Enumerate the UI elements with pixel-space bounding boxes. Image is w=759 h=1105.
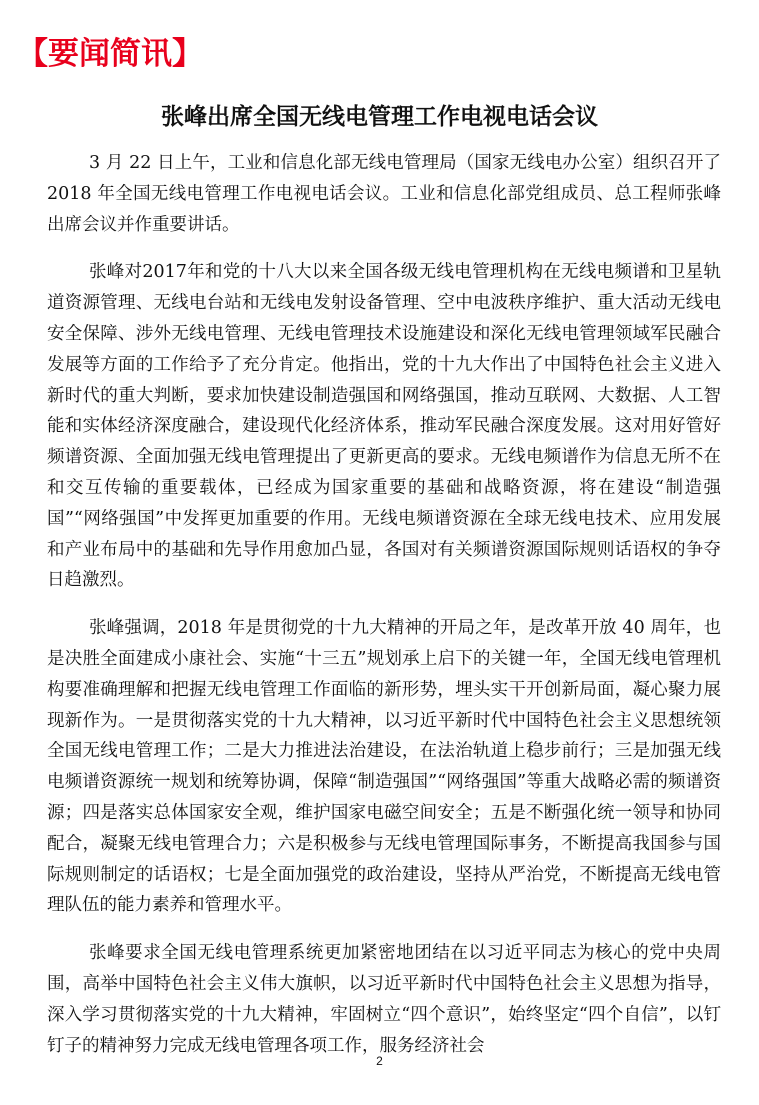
paragraph-1: 3 月 22 日上午，工业和信息化部无线电管理局（国家无线电办公室）组织召开了 2018 年全国无线电管理工作电视电话会议。工业和信息化部党组成员、总工程师张峰出席会议并作重要讲话。 [47, 153, 721, 235]
paragraph-3: 张峰强调，2018 年是贯彻党的十九大精神的开局之年，是改革开放 40 周年，也是决胜全面建成小康社会、实施“十三五”规划承上启下的关键一年，全国无线电管理机构要准确理解和把握无线电管理工作面临的新形势，埋头实干开创新局面，凝心聚力展现新作为。一是贯彻落实党的十九大精神，以习近平新时代中国特色社会主义思想统领全国无线电管理工作；二是大力推进法治建设，在法治轨道上稳步前行；三是加强无线电频谱资源统一规划和统筹协调，保障“制造强国”“网络强国”等重大战略必需的频谱资源；四是落实总体国家安全观，维护国家电磁空间安全；五是不断强化统一领导和协同配合，凝聚无线电管理合力；六是积极参与无线电管理国际事务，不断提高我国参与国际规则制定的话语权；七是全面加强党的政治建设，坚持从严治党，不断提高无线电管理队伍的能力素养和管理水平。 [47, 618, 721, 916]
paragraph-4: 张峰要求全国无线电管理系统更加紧密地团结在以习近平同志为核心的党中央周围，高举中国特色社会主义伟大旗帜，以习近平新时代中国特色社会主义思想为指导，深入学习贯彻落实党的十九大精神，牢固树立“四个意识”，始终坚定“四个自信”，以钉钉子的精神努力完成无线电管理各项工作，服务经济社会 [47, 943, 721, 1056]
page-number: 2 [376, 1054, 383, 1068]
section-tag: 【要闻简讯】 [17, 36, 203, 72]
article-headline: 张峰出席全国无线电管理工作电视电话会议 [161, 104, 598, 130]
article-body [47, 148, 721, 1061]
paragraph-2: 张峰对2017年和党的十八大以来全国各级无线电管理机构在无线电频谱和卫星轨道资源管理、无线电台站和无线电发射设备管理、空中电波秩序维护、重大活动无线电安全保障、涉外无线电管理、无线电管理技术设施建设和深化无线电管理领域军民融合发展等方面的工作给予了充分肯定。他指出，党的十九大作出了中国特色社会主义进入新时代的重大判断，要求加快建设制造强国和网络强国，推动互联网、大数据、人工智能和实体经济深度融合，建设现代化经济体系，推动军民融合深度发展。这对用好管好频谱资源、全面加强无线电管理提出了更新更高的要求。无线电频谱作为信息无所不在和交互传输的重要载体，已经成为国家重要的基础和战略资源，将在建设“制造强国”“网络强国”中发挥更加重要的作用。无线电频谱资源在全球无线电技术、应用发展和产业布局中的基础和先导作用愈加凸显，各国对有关频谱资源国际规则话语权的争夺日趋激烈。 [47, 262, 721, 591]
